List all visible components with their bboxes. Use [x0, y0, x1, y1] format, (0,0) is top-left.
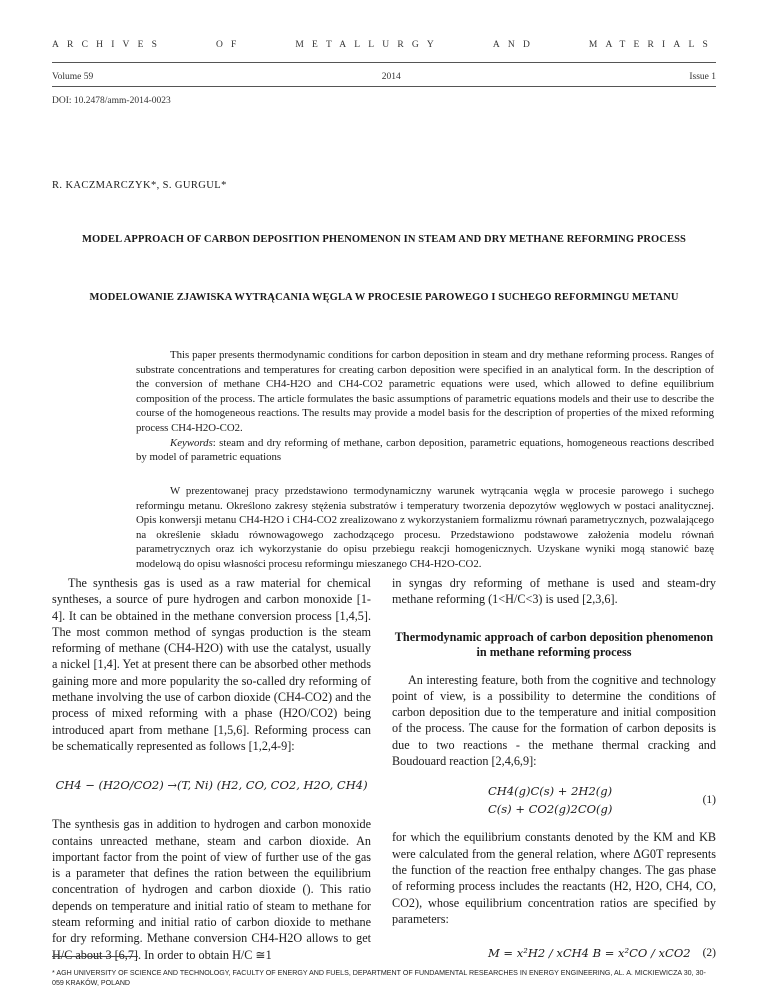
title-pl: MODELOWANIE ZJAWISKA WYTRĄCANIA WĘGLA W PROCESIE PAROWEGO I SUCHEGO REFORMINGU METANU [89, 292, 679, 303]
scheme-equation-text: CH4 − (H2O/CO2) →(T, Ni) (H2, CO, CO2, H2O, CH4) [55, 778, 368, 793]
doi: DOI: 10.2478/amm-2014-0023 [52, 96, 171, 106]
equilibrium-paragraph: for which the equilibrium constants denoted by the KM and KB were calculated from the general relation, where ΔG0T represents the function of the reaction free enthalpy changes. The gas phase of reforming process includes the reactants (H2, H2O, CH4, CO, CO2), whose equilibrium concentration ratios are specified by parameters: [392, 830, 716, 926]
left-column [52, 575, 371, 963]
header-rule [52, 62, 716, 63]
footnote: * AGH UNIVERSITY OF SCIENCE AND TECHNOLOGY, FACULTY OF ENERGY AND FUELS, DEPARTMENT OF FUNDAMENTAL RESEARCHES IN ENERGY ENGINEERING, AL. A. MICKIEWICZA 30, 30-059 KRAKÓW, POLAND [52, 969, 706, 987]
eq1-line1: CH4(g)C(s) + 2H2(g) [488, 784, 613, 799]
header-rule [52, 86, 716, 87]
eq1-line2: C(s) + CO2(g)2CO(g) [488, 802, 613, 817]
keywords-text: : steam and dry reforming of methane, carbon deposition, parametric equations, homogeneous reactions described by model of parametric equations [136, 436, 714, 464]
abstract-en [136, 348, 714, 465]
journal-word: OF [215, 40, 245, 50]
journal-word: METALLURGY [295, 40, 442, 50]
syngas-paragraph: The synthesis gas in addition to hydrogen and carbon monoxide contains unreacted methane, steam and carbon dioxide. An important factor from the point of view of further use of the gas is a parameter that defines the ration between the equilibrium concentration of hydrogen and carbon dioxide (). This ratio depends on temperature and initial ratio of steam to methane for steam reforming and initial ratio of carbon dioxide to methane for dry reforming. Methane conversion CH4-H2O allows to get H/C about 3 [6,7]. In order to obtain H/C ≅1 [52, 817, 371, 962]
reforming-scheme-equation [52, 754, 371, 816]
volume: Volume 59 [52, 72, 94, 82]
abstract-pl [136, 484, 714, 572]
keywords [136, 436, 714, 465]
journal-word: MATERIALS [588, 40, 716, 50]
eq2-number: (2) [702, 947, 716, 960]
journal-word: ARCHIVES [52, 40, 166, 50]
intro-paragraph: The synthesis gas is used as a raw material for chemical syntheses, a source of pure hydrogen and carbon monoxide [1-4]. It can be obtained in the methane conversion process [1,4,5]. The most common method of syngas production is the steam reforming of methane (CH4-H2O) with use the catalyst, usually a nickel [1,4]. Yet at present there can be absorbed other methods gaining more and more popularity the so-called dry reforming of methane involving the use of carbon dioxide (CH4-CO2) and the process of mixed reforming with a phase (H2O/CO2) being introduced apart from methane [1,5,6]. Reforming process can be schematically represented as follows [1,2,4-9]: [52, 576, 371, 753]
eq2-text: M = x²H2 / xCH4 B = x²CO / xCO2 [488, 946, 691, 961]
year: 2014 [381, 72, 401, 82]
abstract-en-text [136, 348, 714, 436]
footnote-rule [52, 956, 138, 957]
section-heading: Thermodynamic approach of carbon deposition phenomenon in methane reforming process [394, 629, 714, 659]
carbon-deposition-paragraph: An interesting feature, both from the cognitive and technology point of view, is a possibility to determine the conditions of carbon deposition due to the temperature and initial composition of the process. The cause for the formation of carbon deposits is due to two reactions - the methane thermal cracking and Boudouard reaction [2,4,6,9]: [392, 672, 716, 769]
authors: R. KACZMARCZYK*, S. GURGUL* [52, 180, 227, 191]
journal-word: AND [492, 40, 539, 50]
keywords-label: Keywords [170, 436, 213, 449]
equation-1 [392, 779, 716, 829]
continuation-paragraph: in syngas dry reforming of methane is used and steam-dry methane reforming (1<H/C<3) is used [2,3,6]. [392, 576, 716, 607]
issue-info [52, 72, 716, 82]
abstract-en-body: This paper presents thermodynamic conditions for carbon deposition in steam and dry methane reforming process. Ranges of substrate concentrations and temperatures for creating carbon deposition were specified in an analytical form. In the description of the conversion of methane CH4-H2O and CH4-CO2 parametric equations were used, which allowed to define equilibrium composition of the process. The article formulates the basic assumptions of parametric equations models and their use to describe the course of the homogeneous reactions. The results may provide a model basis for the description of properties of the mixed reforming process CH4-H2O-CO2. [136, 349, 714, 434]
eq1-number: (1) [702, 794, 716, 807]
right-column [392, 575, 716, 975]
title-en: MODEL APPROACH OF CARBON DEPOSITION PHENOMENON IN STEAM AND DRY METHANE REFORMING PROCESS [82, 234, 686, 245]
abstract-pl-text: W prezentowanej pracy przedstawiono termodynamiczny warunek wytrącania węgla w procesie parowego i suchego reformingu metanu. Określono zakresy stężenia substratów i temperatury tworzenia depozytów węglowych w postaci analitycznej. Opis konwersji metanu CH4-H2O i CH4-CO2 zrealizowano z wykorzystaniem formalizmu równań parametrycznych, pozwalającego na określenie składu równowagowego zachodzącego procesu. Przedstawiono podstawowe założenia modelu równań parametrycznych oraz ich wykorzystanie do opisu przebiegu reakcji homogenicznych. Uzyskane wyniki mogą stanowić bazę modelową do opisu własności procesu reformingu mieszanego CH4-H2O-CO2. [136, 485, 714, 570]
journal-header [52, 40, 716, 50]
issue: Issue 1 [689, 72, 716, 82]
